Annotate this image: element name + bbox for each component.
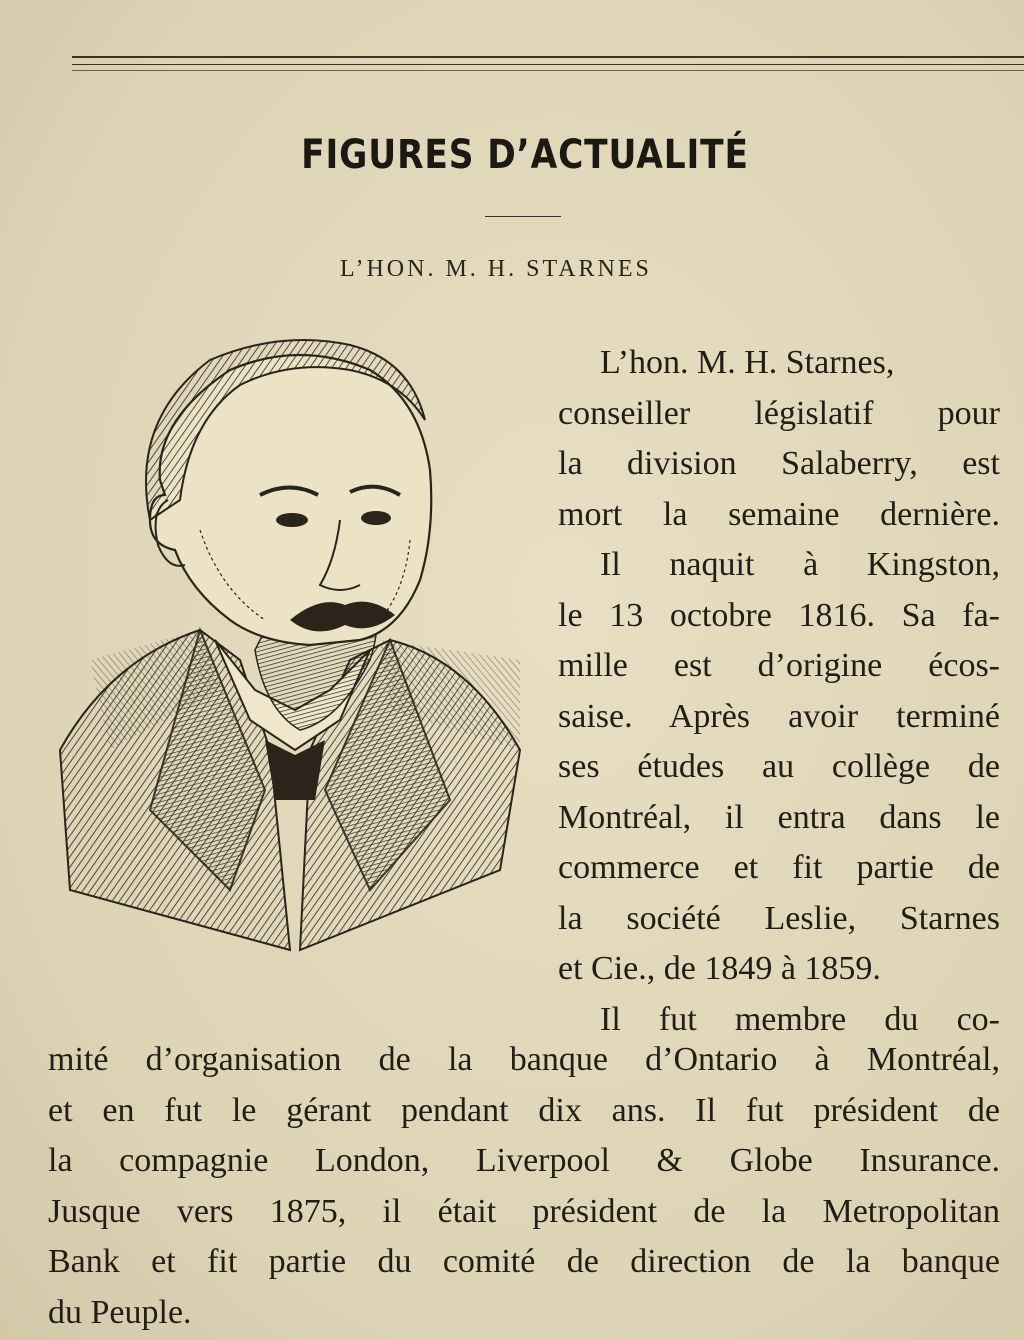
text-line: Bank et fit partie du comité de direction de la banque — [48, 1243, 1000, 1280]
portrait-illustration — [50, 330, 530, 980]
top-rule-third — [72, 70, 1024, 71]
text-line: la société Leslie, Starnes — [558, 899, 1000, 937]
text-line: saise. Après avoir terminé — [558, 697, 1000, 735]
text-line: la division Salaberry, est — [558, 445, 1000, 482]
text-line: mille est d’origine écos- — [558, 647, 1000, 684]
text-line: la compagnie London, Liverpool & Globe Insurance. — [48, 1142, 1000, 1179]
title-divider — [485, 216, 561, 217]
section-title: FIGURES D’ACTUALITÉ — [301, 132, 749, 178]
text-line: du Peuple. — [48, 1293, 192, 1331]
text-line: ses études au collège de — [558, 748, 1000, 785]
top-rule-second — [72, 64, 1024, 65]
text-line: Il naquit à Kingston, — [600, 546, 1000, 583]
text-line: et en fut le gérant pendant dix ans. Il fut président de — [48, 1091, 1000, 1129]
text-line: Il fut membre du co- — [600, 1000, 1000, 1038]
article-column-text — [558, 338, 1000, 1045]
text-line: mité d’organisation de la banque d’Ontario à Montréal, — [48, 1041, 1000, 1078]
text-line: conseiller législatif pour — [558, 394, 1000, 432]
text-line: mort la semaine dernière. — [558, 495, 1000, 533]
text-line: le 13 octobre 1816. Sa fa- — [558, 596, 1000, 634]
article-subtitle: L’HON. M. H. STARNES — [340, 256, 652, 282]
text-line: L’hon. M. H. Starnes, — [600, 344, 895, 381]
article-full-width-text — [48, 1035, 1000, 1338]
text-line: Jusque vers 1875, il était président de la Metropolitan — [48, 1192, 1000, 1230]
top-double-rule — [72, 56, 1024, 58]
text-line: Montréal, il entra dans le — [558, 798, 1000, 836]
text-line: commerce et fit partie de — [558, 849, 1000, 886]
text-line: et Cie., de 1849 à 1859. — [558, 950, 881, 987]
